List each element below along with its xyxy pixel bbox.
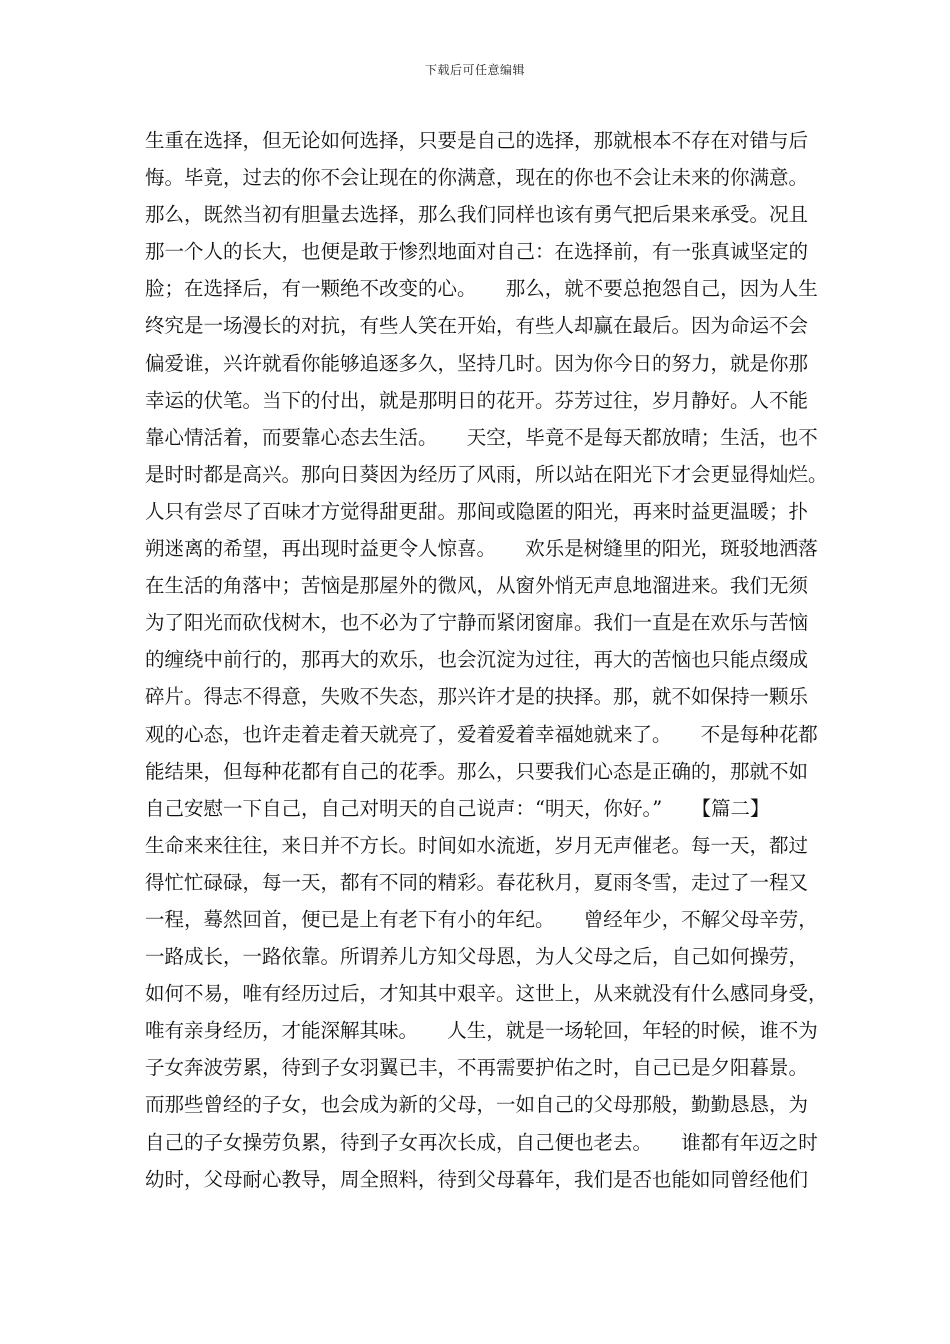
text-line: 终究是一场漫长的对抗，有些人笑在开始，有些人却赢在最后。因为命运不会 (145, 314, 809, 338)
document-body (145, 122, 828, 1198)
text-line: 一路成长，一路依靠。所谓养儿方知父母恩，为人父母之后，自己如何操劳， (145, 945, 809, 969)
text-line: 那一个人的长大，也便是敢于惨烈地面对自己：在选择前，有一张真诚坚定的 (145, 240, 809, 264)
text-line: 人只有尝尽了百味才方觉得甜更甜。那间或隐匿的阳光，再来时益更温暖；扑 (145, 499, 809, 523)
text-line: 得忙忙碌碌，每一天，都有不同的精彩。春花秋月，夏雨冬雪，走过了一程又 (145, 870, 809, 894)
text-line: 一程，蓦然回首，便已是上有老下有小的年纪。 曾经年少，不解父母辛劳， (145, 907, 818, 931)
page-header: 下载后可任意编辑 (424, 63, 525, 77)
text-line: 幼时，父母耐心教导，周全照料，待到父母暮年，我们是否也能如同曾经他们 (145, 1167, 809, 1191)
text-line: 自己的子女操劳负累，待到子女再次长成，自己便也老去。 谁都有年迈之时 (145, 1130, 818, 1154)
text-line: 观的心态，也许走着走着天就亮了，爱着爱着幸福她就来了。 不是每种花都 (145, 722, 818, 746)
text-line: 能结果，但每种花都有自己的花季。那么，只要我们心态是正确的，那就不如 (145, 759, 809, 783)
text-line: 那么，既然当初有胆量去选择，那么我们同样也该有勇气把后果来承受。况且 (145, 203, 809, 227)
text-line: 是时时都是高兴。那向日葵因为经历了风雨，所以站在阳光下才会更显得灿烂。 (145, 462, 828, 486)
text-line: 唯有亲身经历，才能深解其味。 人生，就是一场轮回，年轻的时候，谁不为 (145, 1019, 818, 1043)
text-line: 在生活的角落中；苦恼是那屋外的微风，从窗外悄无声息地溜进来。我们无须 (145, 574, 809, 598)
text-line: 朔迷离的希望，再出现时益更令人惊喜。 欢乐是树缝里的阳光，斑驳地洒落 (145, 537, 818, 561)
text-line: 悔。毕竟，过去的你不会让现在的你满意，现在的你也不会让未来的你满意。 (145, 166, 809, 190)
text-line: 为了阳光而砍伐树木，也不必为了宁静而紧闭窗扉。我们一直是在欢乐与苦恼 (145, 611, 809, 635)
text-line: 而那些曾经的子女，也会成为新的父母，一如自己的父母那般，勤勤恳恳，为 (145, 1093, 809, 1117)
text-line: 子女奔波劳累，待到子女羽翼已丰，不再需要护佑之时，自己已是夕阳暮景。 (145, 1056, 809, 1080)
text-line: 如何不易，唯有经历过后，才知其中艰辛。这世上，从来就没有什么感同身受， (145, 982, 828, 1006)
text-line: 碎片。得志不得意，失败不失态，那兴许才是的抉择。那，就不如保持一颗乐 (145, 685, 809, 709)
text-line: 自己安慰一下自己，自己对明天的自己说声：“明天，你好。” 【篇二】 (145, 796, 770, 820)
text-line: 幸运的伏笔。当下的付出，就是那明日的花开。芬芳过往，岁月静好。人不能 (145, 388, 809, 412)
text-line: 生重在选择，但无论如何选择，只要是自己的选择，那就根本不存在对错与后 (145, 129, 809, 152)
text-line: 靠心情活着，而要靠心态去生活。 天空，毕竟不是每天都放晴；生活，也不 (145, 425, 818, 449)
text-line: 脸；在选择后，有一颗绝不改变的心。 那么，就不要总抱怨自己，因为人生 (145, 277, 818, 301)
text-line: 偏爱谁，兴许就看你能够追逐多久，坚持几时。因为你今日的努力，就是你那 (145, 351, 809, 375)
text-line: 的缠绕中前行的，那再大的欢乐，也会沉淀为过往，再大的苦恼也只能点缀成 (145, 648, 809, 672)
text-line: 生命来来往往，来日并不方长。时间如水流逝，岁月无声催老。每一天，都过 (145, 833, 809, 857)
